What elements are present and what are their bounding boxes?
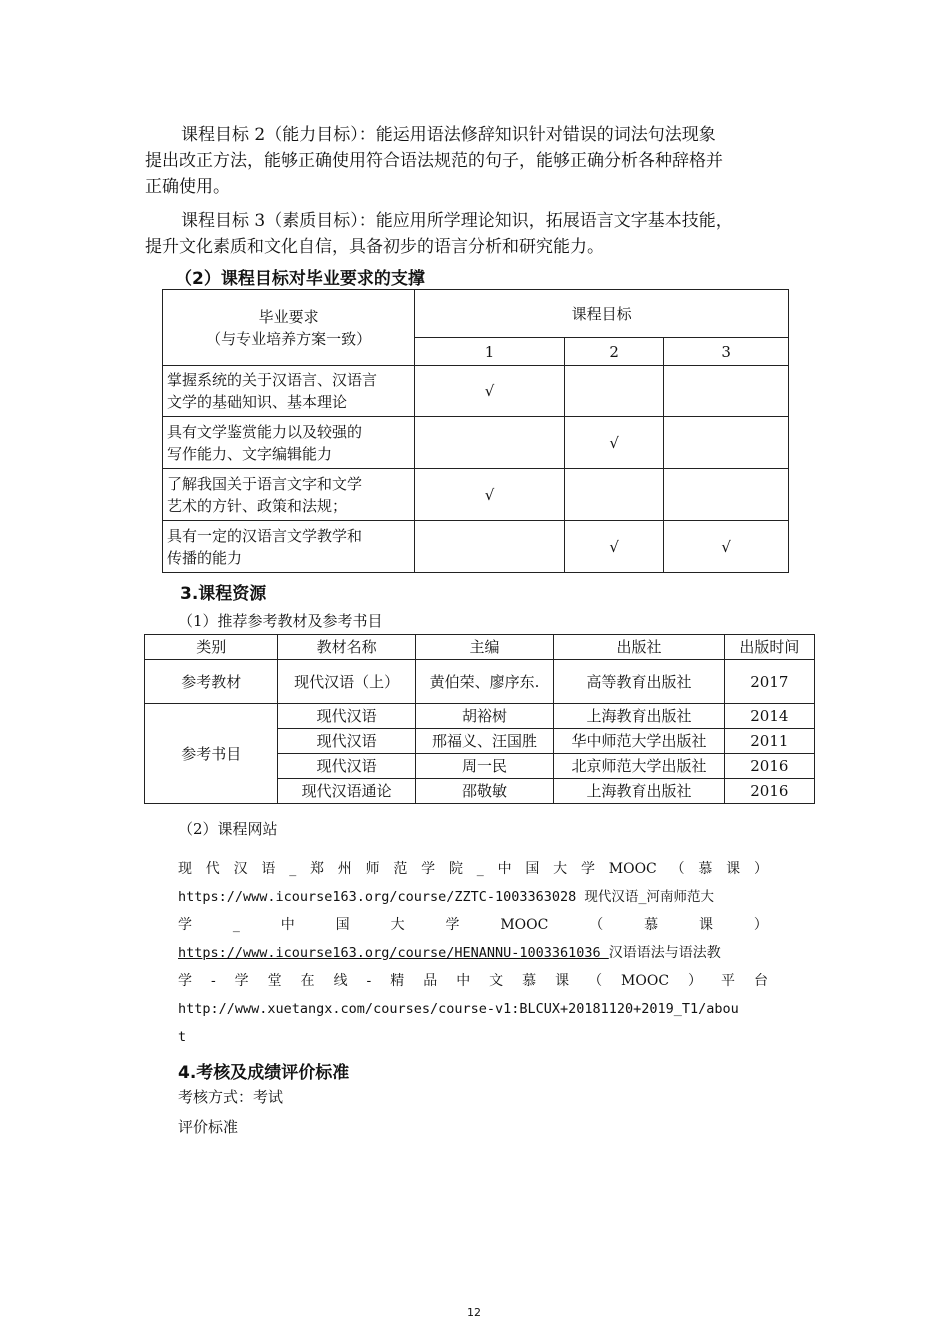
book-title: 现代汉语 xyxy=(278,754,415,779)
website-token: - xyxy=(210,973,216,989)
website-token: 代 xyxy=(205,861,220,877)
req-line: 掌握系统的关于汉语言、汉语言 xyxy=(167,371,378,389)
goal-col-2: 2 xyxy=(564,338,663,366)
website-token: _ xyxy=(476,861,484,877)
sub1-heading: （1）推荐参考教材及参考书目 xyxy=(178,612,383,630)
website-token: 平 xyxy=(720,973,735,989)
website-line-2[interactable]: https://www.icourse163.org/course/ZZTC-1003363028 现代汉语_河南师范大 xyxy=(178,889,715,905)
check-cell xyxy=(564,366,663,417)
sub2-heading: （2）课程网站 xyxy=(178,820,278,838)
website-token: 堂 xyxy=(267,973,282,989)
table-row xyxy=(163,469,789,521)
book-publisher: 上海教育出版社 xyxy=(554,779,725,804)
goal2-paragraph xyxy=(145,122,805,200)
goal3-paragraph xyxy=(145,208,805,260)
website-token: 汉 xyxy=(233,861,248,877)
book-publisher: 上海教育出版社 xyxy=(554,704,725,729)
section4-heading: 4.考核及成绩评价标准 xyxy=(178,1063,350,1083)
req-line: 写作能力、文字编辑能力 xyxy=(167,444,333,463)
book-publisher: 高等教育出版社 xyxy=(554,660,725,704)
website-token: 品 xyxy=(423,973,438,989)
table-row xyxy=(163,417,789,469)
website-token: 院 xyxy=(448,861,463,877)
website-link[interactable]: https://www.icourse163.org/course/HENANNU-1003361036 xyxy=(178,945,609,961)
req-line: 了解我国关于语言文字和文学 xyxy=(167,474,363,493)
website-token: MOOC xyxy=(500,917,549,933)
col-header: 类别 xyxy=(145,635,278,660)
website-token: 台 xyxy=(753,973,768,989)
website-token: 精 xyxy=(390,973,405,989)
website-token: 国 xyxy=(335,917,350,933)
books-table xyxy=(144,634,815,804)
book-year: 2016 xyxy=(724,779,814,804)
website-token: MOOC xyxy=(621,973,670,989)
website-line-1 xyxy=(178,855,768,883)
website-token: _ xyxy=(232,917,240,933)
req-line: 传播的能力 xyxy=(167,548,243,567)
website-token: _ xyxy=(289,861,297,877)
col-header: 主编 xyxy=(415,635,553,660)
col-header: 教材名称 xyxy=(278,635,415,660)
support-table xyxy=(162,289,789,573)
requirement-cell xyxy=(163,417,415,469)
table-row xyxy=(163,521,789,573)
check-cell: √ xyxy=(664,521,789,573)
website-line-7[interactable]: t xyxy=(178,1029,187,1045)
website-token: 学 xyxy=(445,917,460,933)
website-token: 慕 xyxy=(698,861,713,877)
check-cell xyxy=(564,469,663,521)
goal-col-3: 3 xyxy=(664,338,789,366)
col-header: 出版时间 xyxy=(724,635,814,660)
requirement-cell xyxy=(163,469,415,521)
website-token: 慕 xyxy=(644,917,659,933)
book-year: 2016 xyxy=(724,754,814,779)
website-token: 文 xyxy=(489,973,504,989)
website-line-5 xyxy=(178,967,768,995)
req-line: 具有一定的汉语言文学教学和 xyxy=(167,526,363,545)
check-cell xyxy=(415,417,565,469)
check-cell xyxy=(415,521,565,573)
book-editor: 邵敬敏 xyxy=(415,779,553,804)
check-cell: √ xyxy=(415,366,565,417)
goal2-line-1: 课程目标 2（能力目标）：能运用语法修辞知识针对错误的词法句法现象 xyxy=(181,125,716,145)
category-cell: 参考书目 xyxy=(145,704,278,804)
goal2-line-3: 正确使用。 xyxy=(145,177,230,197)
book-editor: 周一民 xyxy=(415,754,553,779)
req-line: 艺术的方针、政策和法规； xyxy=(167,496,348,515)
website-token: 课 xyxy=(555,973,570,989)
websites-block xyxy=(178,855,778,1051)
req-line: 文学的基础知识、基本理论 xyxy=(167,393,348,411)
website-token: 大 xyxy=(553,861,568,877)
goal3-line-1: 课程目标 3（素质目标）：能应用所学理论知识，拓展语言文字基本技能， xyxy=(181,211,733,231)
website-token: （ xyxy=(589,917,604,933)
website-token: （ xyxy=(588,973,603,989)
header-goals: 课程目标 xyxy=(415,290,789,338)
book-editor: 胡裕树 xyxy=(415,704,553,729)
goal3-line-2: 提升文化素质和文化自信，具备初步的语言分析和研究能力。 xyxy=(145,237,604,257)
website-token: - xyxy=(366,973,372,989)
book-title: 现代汉语（上） xyxy=(278,660,415,704)
book-publisher: 华中师范大学出版社 xyxy=(554,729,725,754)
check-cell xyxy=(664,469,789,521)
header-req-label: 毕业要求 xyxy=(258,307,319,326)
website-token: ） xyxy=(753,917,768,933)
website-token: 州 xyxy=(337,861,352,877)
website-token: 大 xyxy=(390,917,405,933)
goal2-line-2: 提出改正方法，能够正确使用符合语法规范的句子，能够正确分析各种辞格并 xyxy=(145,151,723,171)
check-cell xyxy=(664,366,789,417)
table-row xyxy=(163,366,789,417)
header-req-note: （与专业培养方案一致） xyxy=(206,329,372,348)
exam-method: 考核方式：考试 xyxy=(178,1088,284,1106)
check-cell xyxy=(664,417,789,469)
website-token: ） xyxy=(688,973,703,989)
website-token: 课 xyxy=(699,917,714,933)
book-year: 2011 xyxy=(724,729,814,754)
page-number: 12 xyxy=(467,1306,481,1319)
header-requirements xyxy=(163,290,415,366)
eval-label: 评价标准 xyxy=(178,1118,239,1136)
website-token: 范 xyxy=(393,861,408,877)
book-title: 现代汉语通论 xyxy=(278,779,415,804)
website-token: MOOC xyxy=(608,861,657,877)
category-cell: 参考教材 xyxy=(145,660,278,704)
section3-heading: 3.课程资源 xyxy=(180,584,267,604)
check-cell: √ xyxy=(564,521,663,573)
check-cell: √ xyxy=(415,469,565,521)
website-token: 课 xyxy=(726,861,741,877)
website-token: （ xyxy=(670,861,685,877)
requirement-cell xyxy=(163,521,415,573)
book-title: 现代汉语 xyxy=(278,729,415,754)
website-line-3 xyxy=(178,911,768,939)
website-token: 学 xyxy=(580,861,595,877)
book-year: 2017 xyxy=(724,660,814,704)
website-token: 现 xyxy=(178,861,192,877)
website-token: 中 xyxy=(497,861,512,877)
website-token: 师 xyxy=(365,861,380,877)
book-editor: 黄伯荣、廖序东. xyxy=(415,660,553,704)
table-row xyxy=(145,660,815,704)
website-token: 线 xyxy=(333,973,348,989)
book-publisher: 北京师范大学出版社 xyxy=(554,754,725,779)
book-year: 2014 xyxy=(724,704,814,729)
website-token: 慕 xyxy=(522,973,537,989)
website-token: 学 xyxy=(421,861,436,877)
website-token: 学 xyxy=(178,973,192,989)
website-token: 国 xyxy=(525,861,540,877)
table-row xyxy=(145,704,815,729)
book-title: 现代汉语 xyxy=(278,704,415,729)
website-token: 学 xyxy=(178,917,192,933)
website-token: 语 xyxy=(261,861,276,877)
website-token: 学 xyxy=(234,973,249,989)
book-editor: 邢福义、汪国胜 xyxy=(415,729,553,754)
requirement-cell xyxy=(163,366,415,417)
col-header: 出版社 xyxy=(554,635,725,660)
website-token: 中 xyxy=(280,917,295,933)
section2-heading: （2）课程目标对毕业要求的支撑 xyxy=(175,269,425,289)
website-line-4-text: 汉语语法与语法教 xyxy=(608,945,721,961)
check-cell: √ xyxy=(564,417,663,469)
website-token: 中 xyxy=(456,973,471,989)
website-token: 在 xyxy=(300,973,315,989)
website-token: ） xyxy=(753,861,768,877)
website-line-6[interactable]: http://www.xuetangx.com/courses/course-v1:BLCUX+20181120+2019_T1/abou xyxy=(178,1001,739,1017)
goal-col-1: 1 xyxy=(415,338,565,366)
req-line: 具有文学鉴赏能力以及较强的 xyxy=(167,422,363,441)
website-token: 郑 xyxy=(309,861,324,877)
